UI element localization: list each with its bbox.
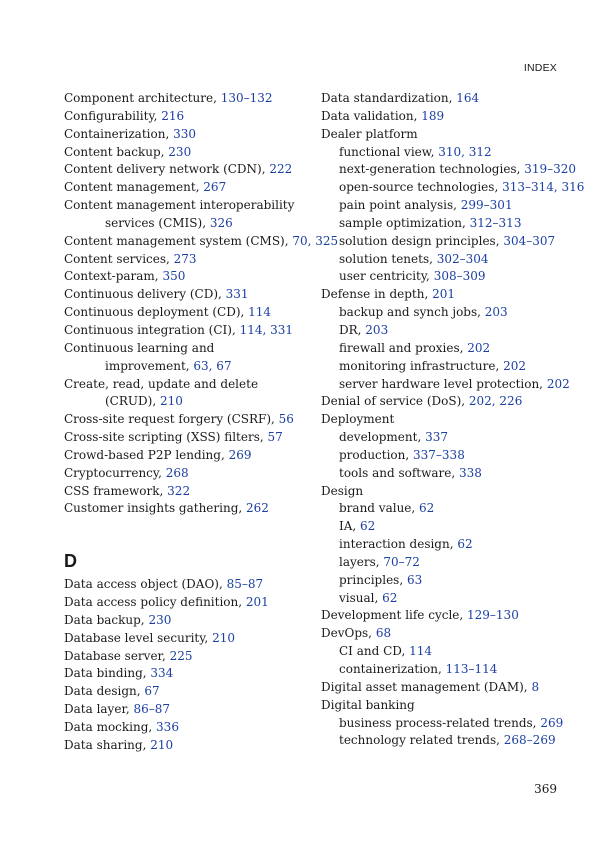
page-reference-link[interactable]: 336 bbox=[156, 720, 179, 734]
index-term: (CRUD), bbox=[105, 394, 160, 409]
index-term: tools and software, bbox=[339, 465, 459, 480]
index-subentry bbox=[321, 161, 577, 179]
page-reference-link[interactable]: 62 bbox=[457, 537, 473, 552]
index-entry bbox=[64, 161, 314, 179]
index-entry bbox=[321, 90, 571, 108]
index-entry bbox=[64, 268, 314, 286]
index-term: sample optimization, bbox=[339, 215, 470, 230]
index-entry bbox=[64, 576, 314, 594]
page-reference-link[interactable]: 319–320 bbox=[524, 162, 577, 177]
page-reference-link[interactable]: 63 bbox=[406, 572, 423, 587]
page-reference-link[interactable]: 114, 331 bbox=[239, 322, 294, 337]
page-reference-link[interactable]: 338 bbox=[459, 465, 482, 480]
index-entry bbox=[64, 197, 314, 215]
page-reference-link[interactable]: 62 bbox=[419, 501, 435, 516]
index-term: solution tenets, bbox=[339, 251, 437, 266]
index-term: Continuous deployment (CD), bbox=[64, 305, 249, 320]
index-entry bbox=[321, 679, 571, 697]
index-term: CSS framework, bbox=[64, 483, 168, 498]
page-reference-link[interactable]: 62 bbox=[360, 519, 376, 534]
page-reference-link[interactable]: 210 bbox=[159, 394, 183, 409]
index-entry bbox=[321, 393, 571, 411]
index-entry bbox=[64, 322, 314, 340]
index-subentry bbox=[321, 732, 571, 750]
index-term: Component architecture, bbox=[64, 91, 221, 105]
index-term: Content delivery network (CDN), bbox=[64, 162, 270, 177]
index-entry bbox=[321, 607, 571, 625]
index-term: Data layer, bbox=[64, 702, 134, 717]
index-term: Digital banking bbox=[321, 697, 415, 712]
index-term: Customer insights gathering, bbox=[64, 501, 247, 516]
page-reference-link[interactable]: 203 bbox=[484, 305, 508, 320]
index-term: Data backup, bbox=[64, 612, 149, 627]
page-reference-link[interactable]: 337–338 bbox=[413, 447, 465, 462]
index-term: Cryptocurrency, bbox=[64, 465, 166, 480]
index-term: DevOps, bbox=[321, 626, 376, 641]
index-entry bbox=[64, 500, 314, 518]
index-subentry bbox=[321, 376, 571, 394]
page-reference-link[interactable]: 203 bbox=[365, 322, 389, 337]
index-term: firewall and proxies, bbox=[339, 340, 468, 355]
index-entry-continuation bbox=[64, 393, 314, 411]
index-subentry bbox=[321, 322, 571, 340]
page-reference-link[interactable]: 113–114 bbox=[445, 662, 498, 676]
index-subentry bbox=[321, 447, 571, 465]
page-reference-link[interactable]: 202 bbox=[546, 376, 570, 391]
page-reference-link[interactable]: 269 bbox=[540, 715, 564, 730]
index-entry bbox=[64, 144, 314, 162]
page-reference-link[interactable]: 312–313 bbox=[469, 215, 522, 230]
index-term: Development life cycle, bbox=[321, 608, 468, 623]
index-entry bbox=[64, 233, 339, 251]
index-entry bbox=[321, 126, 571, 144]
index-term: improvement, bbox=[105, 358, 194, 373]
page-reference-link[interactable]: 210 bbox=[212, 630, 235, 645]
index-subentry bbox=[321, 358, 571, 376]
index-subentry bbox=[321, 715, 571, 733]
index-term: monitoring infrastructure, bbox=[339, 358, 504, 373]
page-reference-link[interactable]: 68 bbox=[375, 626, 392, 641]
index-subentry bbox=[321, 500, 571, 518]
index-term: server hardware level protection, bbox=[339, 376, 547, 391]
index-entry bbox=[64, 612, 314, 630]
index-subentry bbox=[321, 251, 571, 269]
page-reference-link[interactable]: 267 bbox=[203, 180, 227, 195]
page-reference-link[interactable]: 86–87 bbox=[133, 702, 171, 717]
index-term: Data mocking, bbox=[64, 720, 157, 734]
index-subentry bbox=[321, 268, 571, 286]
index-term: Content services, bbox=[64, 251, 174, 266]
index-entry bbox=[64, 251, 314, 269]
index-entry bbox=[64, 411, 314, 429]
index-term: Data access object (DAO), bbox=[64, 577, 227, 592]
page-reference-link[interactable]: 225 bbox=[169, 648, 193, 663]
index-term: Deployment bbox=[321, 412, 395, 427]
index-list-right bbox=[321, 90, 585, 750]
page-reference-link[interactable]: 57 bbox=[267, 430, 283, 445]
index-entry bbox=[64, 465, 314, 483]
index-term: services (CMIS), bbox=[105, 215, 210, 230]
page-reference-link[interactable]: 268–269 bbox=[503, 733, 556, 748]
page-reference-link[interactable]: 334 bbox=[150, 666, 174, 681]
index-subentry bbox=[321, 429, 571, 447]
page-reference-link[interactable]: 130–132 bbox=[220, 91, 273, 105]
index-entry bbox=[64, 630, 314, 648]
index-subentry bbox=[321, 215, 571, 233]
index-entry bbox=[64, 665, 314, 683]
index-entry-continuation bbox=[64, 358, 314, 376]
index-entry bbox=[321, 483, 571, 501]
index-term: Context-param, bbox=[64, 269, 163, 284]
index-term: Defense in depth, bbox=[321, 287, 433, 302]
index-subentry bbox=[321, 590, 571, 608]
index-subentry bbox=[321, 465, 571, 483]
index-entry bbox=[64, 376, 314, 394]
index-column-right bbox=[321, 90, 585, 750]
index-subentry bbox=[321, 233, 571, 251]
index-term: Data binding, bbox=[64, 666, 151, 681]
page-reference-link[interactable]: 202 bbox=[503, 358, 527, 373]
page-reference-link[interactable]: 308–309 bbox=[433, 269, 486, 284]
page-reference-link[interactable]: 310, 312 bbox=[438, 144, 492, 159]
index-entry bbox=[64, 648, 314, 666]
index-term: open-source technologies, bbox=[339, 180, 503, 195]
index-term: development, bbox=[339, 430, 426, 445]
index-term: functional view, bbox=[339, 144, 439, 159]
index-term: Data design, bbox=[64, 684, 145, 699]
page-reference-link[interactable]: 230 bbox=[168, 144, 192, 159]
index-term: Cross-site request forgery (CSRF), bbox=[64, 412, 279, 427]
index-term: brand value, bbox=[339, 501, 420, 516]
index-entry bbox=[64, 340, 314, 358]
page-reference-link[interactable]: 230 bbox=[148, 612, 172, 627]
page-reference-link[interactable]: 62 bbox=[382, 590, 398, 605]
page-reference-link[interactable]: 202, 226 bbox=[468, 394, 523, 409]
page-reference-link[interactable]: 216 bbox=[161, 108, 185, 123]
index-entry bbox=[64, 594, 314, 612]
page-reference-link[interactable]: 326 bbox=[209, 215, 233, 230]
index-term: Digital asset management (DAM), bbox=[321, 679, 532, 694]
index-term: Data access policy definition, bbox=[64, 595, 246, 610]
index-term: Cross-site scripting (XSS) filters, bbox=[64, 430, 268, 445]
index-subentry bbox=[321, 554, 571, 572]
index-entry bbox=[64, 483, 314, 501]
index-term: Design bbox=[321, 483, 364, 498]
page-reference-link[interactable]: 322 bbox=[167, 483, 191, 498]
page-reference-link[interactable]: 201 bbox=[245, 595, 269, 610]
page-reference-link[interactable]: 56 bbox=[278, 412, 294, 427]
index-entry bbox=[64, 719, 314, 737]
index-term: Denial of service (DoS), bbox=[321, 394, 469, 409]
page-reference-link[interactable]: 85–87 bbox=[226, 577, 264, 592]
index-entry bbox=[64, 701, 314, 719]
page-reference-link[interactable]: 337 bbox=[425, 430, 448, 445]
index-term: technology related trends, bbox=[339, 733, 504, 748]
page-reference-link[interactable]: 164 bbox=[456, 91, 480, 105]
page-reference-link[interactable]: 129–130 bbox=[467, 608, 519, 623]
page-reference-link[interactable]: 299–301 bbox=[460, 198, 513, 213]
index-term: next-generation technologies, bbox=[339, 162, 525, 177]
index-term: solution design principles, bbox=[339, 233, 504, 248]
index-entry bbox=[64, 126, 314, 144]
index-term: layers, bbox=[339, 554, 384, 569]
index-term: Database server, bbox=[64, 648, 170, 663]
index-term: principles, bbox=[339, 572, 407, 587]
index-subentry bbox=[321, 661, 571, 679]
index-entry bbox=[64, 447, 314, 465]
page-number: 369 bbox=[534, 782, 557, 796]
index-entry bbox=[64, 304, 314, 322]
index-entry bbox=[64, 108, 314, 126]
page-reference-link[interactable]: 273 bbox=[173, 251, 197, 266]
index-term: pain point analysis, bbox=[339, 198, 461, 213]
index-entry bbox=[321, 411, 571, 429]
index-entry bbox=[64, 179, 314, 197]
page-reference-link[interactable]: 210 bbox=[150, 737, 174, 752]
index-term: backup and synch jobs, bbox=[339, 305, 485, 320]
page-reference-link[interactable]: 8 bbox=[531, 679, 540, 694]
index-term: CI and CD, bbox=[339, 644, 410, 659]
index-subentry bbox=[321, 340, 571, 358]
index-term: Data sharing, bbox=[64, 737, 151, 752]
index-term: interaction design, bbox=[339, 537, 458, 552]
index-term: Data standardization, bbox=[321, 91, 457, 105]
page-reference-link[interactable]: 201 bbox=[432, 287, 455, 302]
index-subentry bbox=[321, 643, 571, 661]
index-term: Dealer platform bbox=[321, 126, 418, 141]
index-term: visual, bbox=[339, 590, 383, 605]
page-reference-link[interactable]: 67 bbox=[144, 684, 160, 699]
page-reference-link[interactable]: 330 bbox=[173, 126, 196, 141]
page-reference-link[interactable]: 331 bbox=[225, 287, 249, 302]
index-subentry bbox=[321, 179, 585, 197]
index-term: production, bbox=[339, 447, 414, 462]
section-heading-d: D bbox=[64, 551, 77, 572]
index-term: Database level security, bbox=[64, 630, 213, 645]
page-reference-link[interactable]: 269 bbox=[228, 447, 252, 462]
index-entry bbox=[321, 108, 571, 126]
index-term: Crowd-based P2P lending, bbox=[64, 447, 229, 462]
index-term: Content management system (CMS), bbox=[64, 233, 293, 248]
index-entry bbox=[321, 286, 571, 304]
index-term: Configurability, bbox=[64, 108, 162, 123]
index-list-c bbox=[64, 90, 339, 518]
page-reference-link[interactable]: 302–304 bbox=[436, 251, 489, 266]
index-entry-continuation bbox=[64, 215, 314, 233]
index-subentry bbox=[321, 536, 571, 554]
page-reference-link[interactable]: 350 bbox=[162, 269, 186, 284]
page-reference-link[interactable]: 202 bbox=[467, 340, 491, 355]
index-subentry bbox=[321, 304, 571, 322]
index-term: Continuous learning and bbox=[64, 340, 215, 355]
page-reference-link[interactable]: 70, 325 bbox=[292, 233, 339, 248]
index-entry bbox=[64, 737, 314, 755]
page-reference-link[interactable]: 313–314, 316 bbox=[502, 180, 585, 195]
index-term: DR, bbox=[339, 322, 366, 337]
index-term: Continuous delivery (CD), bbox=[64, 287, 226, 302]
index-column-left bbox=[64, 90, 339, 755]
page-reference-link[interactable]: 70–72 bbox=[383, 554, 420, 569]
index-term: containerization, bbox=[339, 662, 446, 676]
index-subentry bbox=[321, 144, 571, 162]
page-reference-link[interactable]: 63, 67 bbox=[193, 358, 232, 373]
index-term: Data validation, bbox=[321, 108, 422, 123]
index-subentry bbox=[321, 518, 571, 536]
index-entry bbox=[64, 286, 314, 304]
index-term: Containerization, bbox=[64, 126, 174, 141]
index-term: IA, bbox=[339, 519, 361, 534]
index-entry bbox=[321, 625, 571, 643]
index-list-d bbox=[64, 576, 314, 754]
index-subentry bbox=[321, 572, 571, 590]
page-reference-link[interactable]: 222 bbox=[269, 162, 293, 177]
index-term: Create, read, update and delete bbox=[64, 376, 259, 391]
index-term: Content management interoperability bbox=[64, 198, 295, 213]
page-reference-link[interactable]: 304–307 bbox=[503, 233, 556, 248]
index-term: Content management, bbox=[64, 180, 204, 195]
index-subentry bbox=[321, 197, 571, 215]
page-reference-link[interactable]: 268 bbox=[165, 465, 189, 480]
index-term: Content backup, bbox=[64, 144, 169, 159]
index-entry bbox=[64, 683, 314, 701]
running-head: INDEX bbox=[523, 62, 557, 74]
index-entry bbox=[64, 429, 314, 447]
index-term: user centricity, bbox=[339, 269, 434, 284]
page-reference-link[interactable]: 114 bbox=[409, 644, 433, 659]
index-term: business process-related trends, bbox=[339, 715, 541, 730]
index-entry bbox=[64, 90, 314, 108]
page-reference-link[interactable]: 262 bbox=[246, 501, 269, 516]
page-reference-link[interactable]: 114 bbox=[248, 305, 272, 320]
index-entry bbox=[321, 697, 571, 715]
index-term: Continuous integration (CI), bbox=[64, 322, 240, 337]
page-reference-link[interactable]: 189 bbox=[421, 108, 445, 123]
